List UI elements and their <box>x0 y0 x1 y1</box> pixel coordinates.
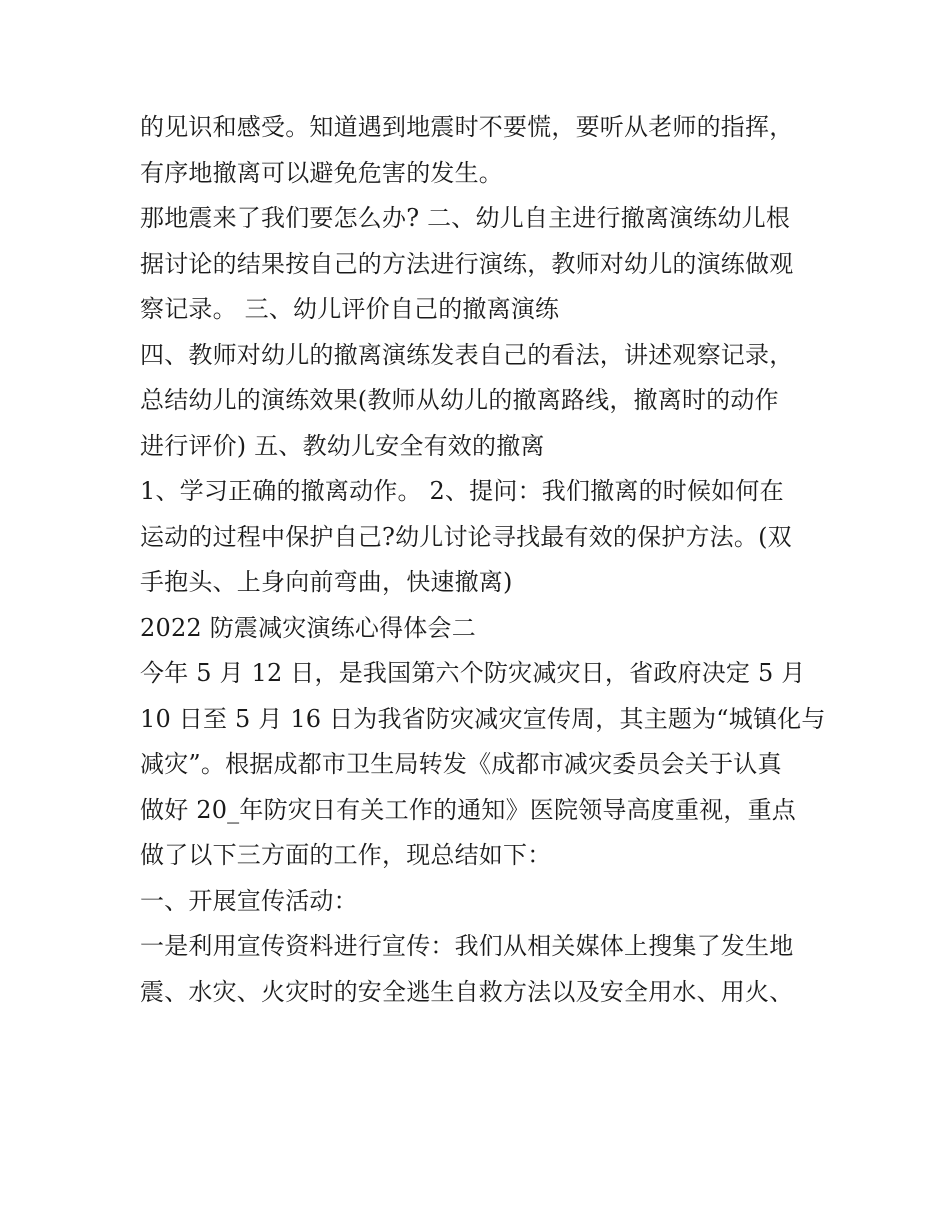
paragraph-line: 那地震来了我们要怎么办? 二、幼儿自主进行撤离演练幼儿根 <box>140 204 791 232</box>
paragraph-line: 做好 20_年防灾日有关工作的通知》医院领导高度重视，重点 <box>140 795 796 824</box>
section-heading: 2022 防震减灾演练心得体会二 <box>140 613 476 642</box>
paragraph-line: 察记录。 三、幼儿评价自己的撤离演练 <box>140 295 560 323</box>
paragraph-line: 震、水灾、火灾时的安全逃生自救方法以及安全用水、用火、 <box>140 977 794 1006</box>
paragraph-line: 做了以下三方面的工作，现总结如下： <box>140 841 552 869</box>
subsection-heading: 一、开展宣传活动： <box>140 886 358 915</box>
paragraph-line: 手抱头、上身向前弯曲，快速撤离) <box>140 568 513 596</box>
paragraph-line: 一是利用宣传资料进行宣传：我们从相关媒体上搜集了发生地 <box>140 932 794 960</box>
paragraph-line: 1、学习正确的撤离动作。 2、提问：我们撤离的时候如何在 <box>140 477 784 505</box>
paragraph-line: 10 日至 5 月 16 日为我省防灾减灾宣传周，其主题为“城镇化与 <box>140 704 826 733</box>
paragraph-line: 总结幼儿的演练效果(教师从幼儿的撤离路线，撤离时的动作 <box>140 386 779 414</box>
document-body <box>140 105 826 1015</box>
paragraph-line: 有序地撤离可以避免危害的发生。 <box>140 158 503 187</box>
paragraph-line: 减灾”。根据成都市卫生局转发《成都市减灾委员会关于认真 <box>140 750 782 778</box>
paragraph-line: 的见识和感受。知道遇到地震时不要慌，要听从老师的指挥， <box>140 113 794 141</box>
paragraph-line: 进行评价) 五、教幼儿安全有效的撤离 <box>140 431 545 460</box>
paragraph-line: 今年 5 月 12 日，是我国第六个防灾减灾日，省政府决定 5 月 <box>140 659 806 687</box>
paragraph-line: 运动的过程中保护自己?幼儿讨论寻找最有效的保护方法。(双 <box>140 522 792 551</box>
paragraph-line: 四、教师对幼儿的撤离演练发表自己的看法，讲述观察记录， <box>140 340 794 369</box>
paragraph-line: 据讨论的结果按自己的方法进行演练，教师对幼儿的演练做观 <box>140 249 794 278</box>
